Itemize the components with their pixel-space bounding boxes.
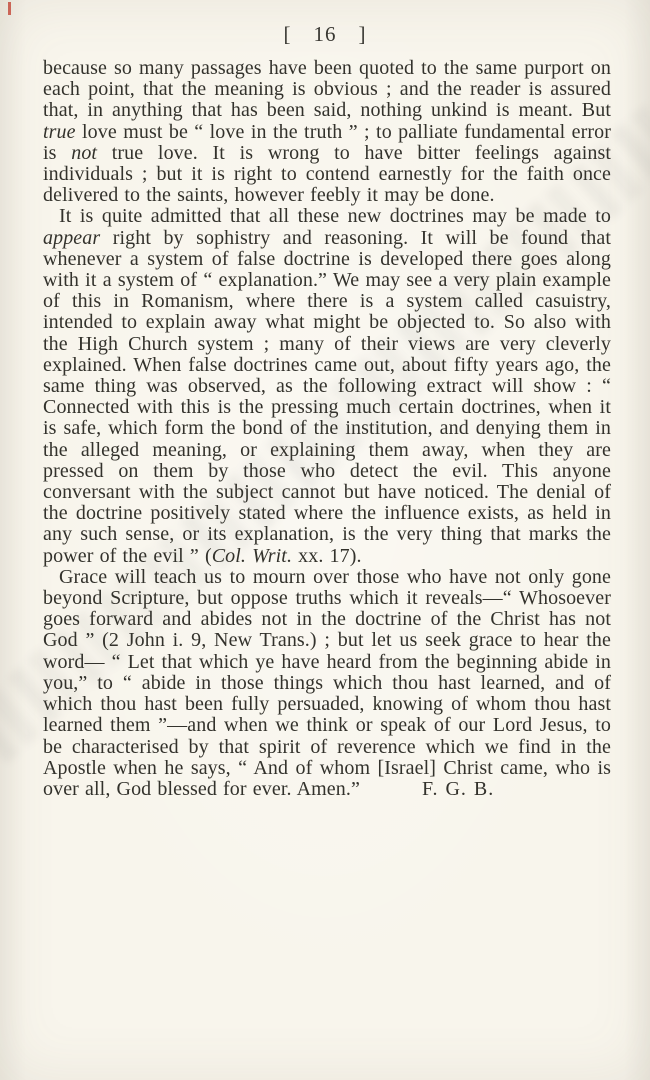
paragraph-2 [43, 206, 611, 566]
text-run: because so many passages have been quoted to the same purport on each point, that the meaning is obvious ; and the reader is assured that, in anything that has been said, nothing unkind is meant. But [43, 57, 611, 122]
text-run: It is quite admitted that all these new doctrines may be made to [59, 205, 611, 228]
author-initials: F. G. B. [421, 777, 495, 800]
body-text [43, 58, 611, 800]
italic-text-run: not [71, 141, 98, 164]
italic-text-run: true [43, 120, 76, 143]
text-run: right by sophistry and reasoning. It will be found that whenever a system of false doctrine is developed there goes along with it a system of “ explanation.” We may see a very plain example of this in Romanism, where there is a system called casuistry, intended to explain away what might be objected to. So also with the High Church system ; many of their views are very cleverly explained. When false doctrines came out, about fifty years ago, the same thing was observed, as the following extract will show : “ Connected with this is the pressing much certain doctrines, when it is safe, which form the bond of the institution, and denying them in the alleged meaning, or explaining them away, when they are pressed on them by those who detect the evil. This anyone conversant with the subject cannot but have noticed. The denial of the doctrine positively stated where the influence exists, as held in any such sense, or its explanation, is the very thing that marks the power of the evil ” ( [43, 226, 611, 567]
italic-text-run: appear [43, 226, 101, 249]
text-run: Grace will teach us to mourn over those who have not only gone beyond Scripture, but oppose truths which it reveals—“ Whosoever goes forward and abides not in the doctrine of the Christ has not God ” (2 John i. 9, New Trans.) ; but let us seek grace to hear the word— “ Let that which ye have heard from the beginning abide in you,” to “ abide in those things which thou hast learned, and of which thou hast been fully persuaded, knowing of whom thou hast learned them ”—and when we think or speak of our Lord Jesus, to be characterised by that spirit of reverence which we find in the Apostle when he says, “ And of whom [Israel] Christ came, who is over all, God blessed for ever. Amen.” [43, 565, 611, 800]
scan-artifact-mark [8, 2, 11, 15]
page-number-header [0, 22, 650, 47]
text-run: love must be “ love in the truth ” ; to palliate fundamental error is [43, 120, 611, 164]
folio-bracket-left: [ [283, 22, 292, 46]
folio-bracket-right: ] [358, 22, 367, 46]
text-run: xx. 17). [292, 544, 362, 567]
folio-number: 16 [313, 22, 337, 46]
paragraph-1 [43, 58, 611, 206]
italic-citation: Col. Writ. [211, 544, 293, 567]
text-run: true love. It is wrong to have bitter feelings against individuals ; but it is right to contend earnestly for the faith once delivered to the saints, however feebly it may be done. [43, 141, 611, 207]
paragraph-3 [43, 567, 611, 800]
